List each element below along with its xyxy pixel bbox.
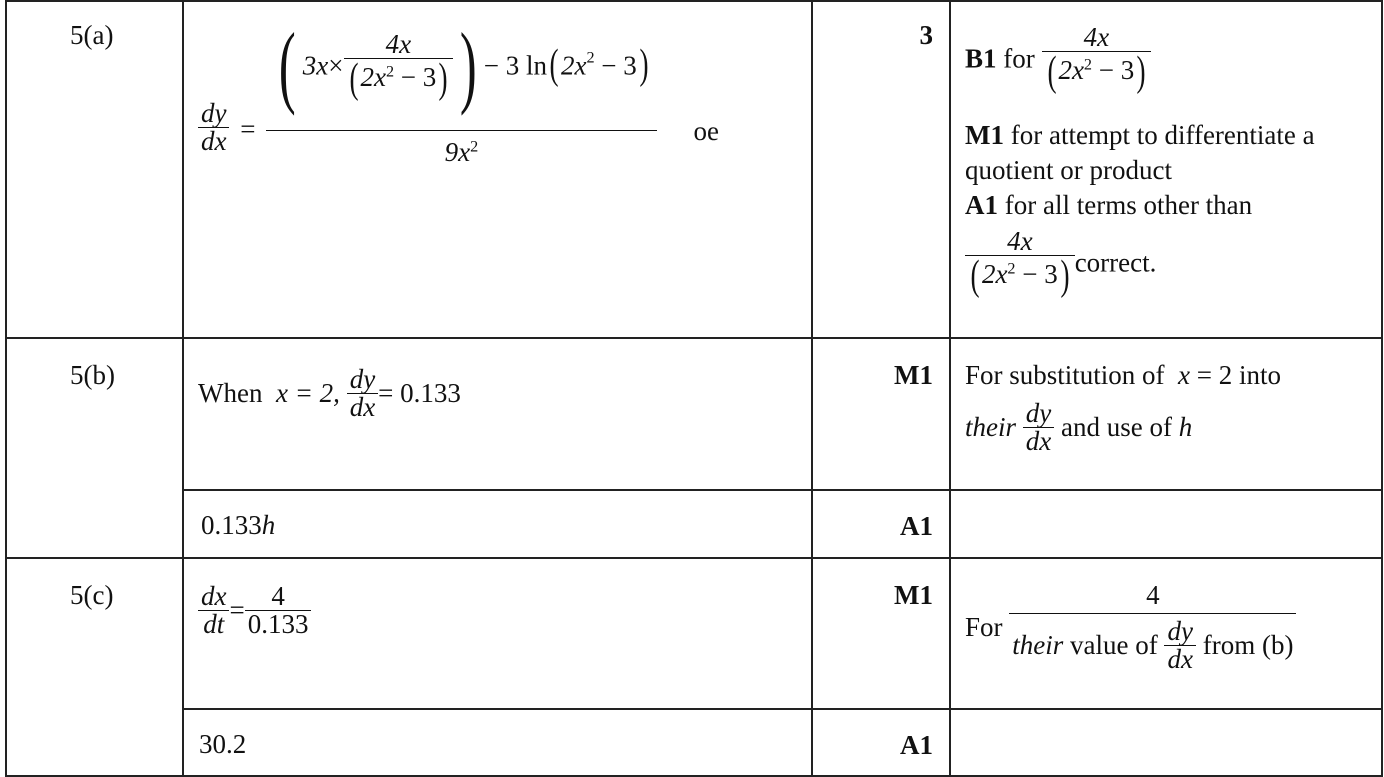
guidance-b1: B1 for $\frac{4x}{(2x^2 - 3)}$ — [965, 24, 1151, 94]
fraction-numerator: dx — [198, 583, 229, 611]
answer-5a — [198, 14, 719, 167]
fraction-denominator: $(2x^2 - 3)$ — [970, 253, 1070, 299]
fraction-denominator: dx — [1167, 644, 1193, 674]
dy-dx-fraction — [347, 366, 378, 421]
mark-5b-m1: M1 — [894, 360, 933, 390]
guidance-5c: For 4 their value of $\frac{dy}{dx}$ from (b) — [965, 582, 1296, 673]
value-fraction — [245, 583, 312, 638]
fraction-numerator: 4 — [245, 583, 312, 611]
fraction-denominator: dx — [349, 392, 376, 422]
fraction-denominator: dx — [1025, 426, 1052, 456]
answer-5c-line2: 30.2 — [199, 729, 247, 759]
fraction-numerator: dy — [1023, 400, 1054, 428]
column-divider — [5, 0, 7, 777]
guidance-fraction — [1009, 582, 1296, 673]
row-divider — [182, 708, 1382, 710]
fraction-denominator: 0.133 — [247, 609, 309, 639]
fraction-denominator: dx — [201, 126, 227, 156]
fraction-numerator: 4 — [1009, 582, 1296, 614]
fraction-denominator: $(2x^2 - 3)$ — [1046, 49, 1146, 95]
column-divider — [1381, 0, 1383, 777]
guidance-5b-line1: For substitution of x = 2 into — [965, 360, 1282, 390]
guidance-5b-line2: their $\frac{dy}{dx}$ and use of h — [965, 398, 1193, 456]
main-fraction-denominator: $9x^2$ — [444, 137, 479, 167]
fraction-numerator: dy — [1164, 618, 1195, 646]
question-number: 5(b) — [70, 360, 115, 390]
inner-fraction-numerator: 4x — [344, 31, 454, 59]
dx-dt-fraction — [198, 583, 229, 638]
answer-5b-line1: When x = 2, $\frac{dy}{dx}$ = 0.133 — [198, 364, 461, 422]
dy-dx-fraction — [1164, 618, 1195, 673]
column-divider — [949, 0, 951, 777]
guidance-m1-line2: quotient or product — [965, 155, 1172, 185]
mark-5c-m1: M1 — [894, 580, 933, 610]
fraction-denominator: dt — [203, 609, 225, 639]
guidance-a1-line1: A1 for all terms other than — [965, 190, 1253, 220]
main-fraction — [266, 14, 656, 167]
guidance-a1-line2: $\frac{4x}{(2x^2 - 3)}$ correct. — [965, 228, 1156, 298]
fraction-numerator: dy — [347, 366, 378, 394]
row-divider — [5, 557, 1382, 559]
oe-note: oe — [693, 116, 719, 146]
a1-fraction — [965, 228, 1075, 298]
mark-5c-a1: A1 — [900, 730, 933, 760]
fraction-denominator: their value of $\frac{dy}{dx}$ from (b) — [1012, 616, 1294, 674]
fraction-numerator: dy — [198, 100, 229, 128]
table-border-top — [5, 0, 1382, 2]
b1-fraction — [1042, 24, 1152, 94]
inner-fraction-denominator: $(2x^2 - 3)$ — [348, 55, 448, 102]
dy-dx-fraction — [1023, 400, 1054, 455]
equals-sign: = — [240, 114, 256, 144]
main-fraction-numerator: ( 3x× $\frac{4x}{(2x^2 - 3)}$ ) − 3 $\ln(2x^2 - 3)$ — [266, 20, 656, 131]
guidance-m1-line1: M1 for attempt to differentiate a — [965, 120, 1315, 150]
row-divider — [182, 489, 1382, 491]
question-number: 5(c) — [70, 580, 114, 610]
mark-5b-a1: A1 — [900, 511, 933, 541]
answer-5c-line1: $\frac{dx}{dt}$ = $\frac{4}{0.133}$ — [198, 583, 311, 638]
fraction-numerator: 4x — [965, 228, 1075, 256]
fraction-numerator: 4x — [1042, 24, 1152, 52]
dy-dx-fraction — [198, 100, 229, 155]
table-border-bottom — [5, 775, 1382, 777]
row-divider — [5, 337, 1382, 339]
question-number: 5(a) — [70, 20, 114, 50]
mark-5a: 3 — [919, 20, 933, 50]
right-bracket-glyph: ) — [460, 14, 477, 116]
answer-5b-line2: 0.133h — [201, 510, 276, 540]
inner-fraction — [344, 28, 454, 102]
column-divider — [182, 0, 184, 777]
column-divider — [811, 0, 813, 777]
left-bracket-glyph: ( — [279, 14, 296, 116]
